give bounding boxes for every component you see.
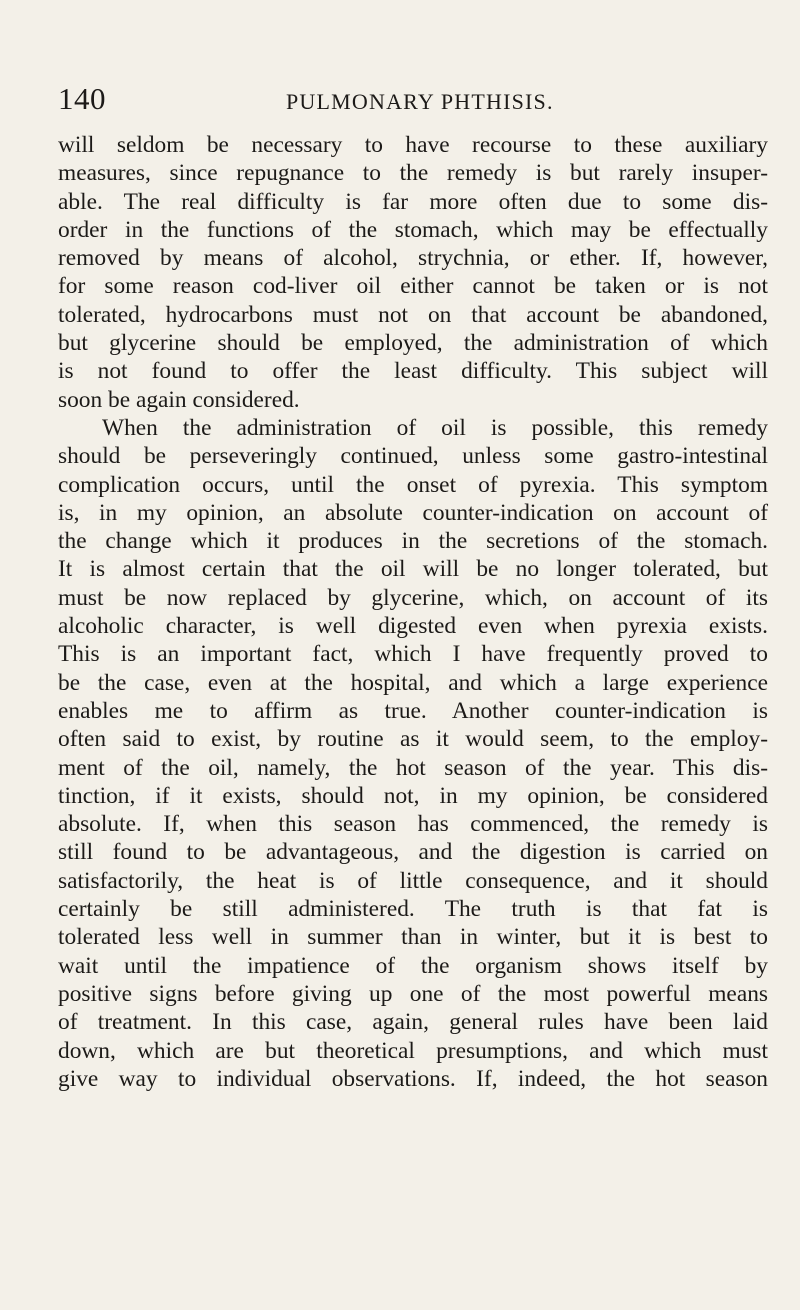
paragraph-2 bbox=[58, 414, 768, 1093]
text-line: ment of the oil, namely, the hot season of the year. This dis- bbox=[58, 754, 768, 781]
text-line: certainly be still administered. The truth is that fat is bbox=[58, 896, 768, 923]
text-line: wait until the impatience of the organism shows itself by bbox=[58, 952, 768, 979]
running-title: PULMONARY PHTHISIS. bbox=[286, 89, 554, 114]
text-line: This is an important fact, which I have frequently proved to bbox=[58, 641, 768, 668]
text-line: of treatment. In this case, again, general rules have been laid bbox=[58, 1009, 768, 1036]
text-line: must be now replaced by glycerine, which, on account of its bbox=[58, 584, 768, 611]
page-number: 140 bbox=[58, 81, 106, 116]
text-line: is not found to offer the least difficulty. This subject will bbox=[58, 358, 768, 385]
text-line: measures, since repugnance to the remedy is but rarely insuper- bbox=[58, 160, 768, 187]
paragraph-1 bbox=[58, 131, 768, 414]
text-line: positive signs before giving up one of the most powerful means bbox=[58, 980, 768, 1007]
text-line: tolerated less well in summer than in winter, but it is best to bbox=[58, 924, 768, 951]
text-line: When the administration of oil is possible, this remedy bbox=[102, 414, 768, 441]
text-line: absolute. If, when this season has commenced, the remedy is bbox=[58, 811, 768, 838]
text-line: but glycerine should be employed, the administration of which bbox=[58, 330, 768, 357]
text-line: removed by means of alcohol, strychnia, or ether. If, however, bbox=[58, 245, 768, 272]
text-line: should be perseveringly continued, unless some gastro-intestinal bbox=[58, 443, 768, 470]
text-line: order in the functions of the stomach, which may be effectually bbox=[58, 216, 768, 243]
text-line: tolerated, hydrocarbons must not on that account be abandoned, bbox=[58, 301, 768, 328]
text-line: enables me to affirm as true. Another counter-indication is bbox=[58, 697, 768, 724]
text-line: be the case, even at the hospital, and which a large experience bbox=[58, 669, 768, 696]
text-line: still found to be advantageous, and the digestion is carried on bbox=[58, 839, 768, 866]
body-text bbox=[58, 131, 768, 1093]
text-line: give way to individual observations. If, indeed, the hot season bbox=[58, 1065, 768, 1092]
text-line: It is almost certain that the oil will be no longer tolerated, but bbox=[58, 556, 768, 583]
text-line: able. The real difficulty is far more often due to some dis- bbox=[58, 188, 768, 215]
text-line: soon be again considered. bbox=[58, 386, 300, 413]
page-header bbox=[58, 82, 758, 116]
text-line: will seldom be necessary to have recourse to these auxiliary bbox=[58, 132, 768, 158]
text-line: tinction, if it exists, should not, in my opinion, be considered bbox=[58, 782, 768, 809]
text-line: complication occurs, until the onset of pyrexia. This symptom bbox=[58, 471, 768, 498]
text-line: down, which are but theoretical presumptions, and which must bbox=[58, 1037, 768, 1064]
text-line: is, in my opinion, an absolute counter-indication on account of bbox=[58, 499, 768, 526]
text-line: for some reason cod-liver oil either cannot be taken or is not bbox=[58, 273, 768, 300]
text-line: alcoholic character, is well digested even when pyrexia exists. bbox=[58, 613, 768, 640]
text-line: the change which it produces in the secretions of the stomach. bbox=[58, 528, 768, 555]
text-line: satisfactorily, the heat is of little consequence, and it should bbox=[58, 867, 768, 894]
text-line: often said to exist, by routine as it would seem, to the employ- bbox=[58, 726, 768, 753]
